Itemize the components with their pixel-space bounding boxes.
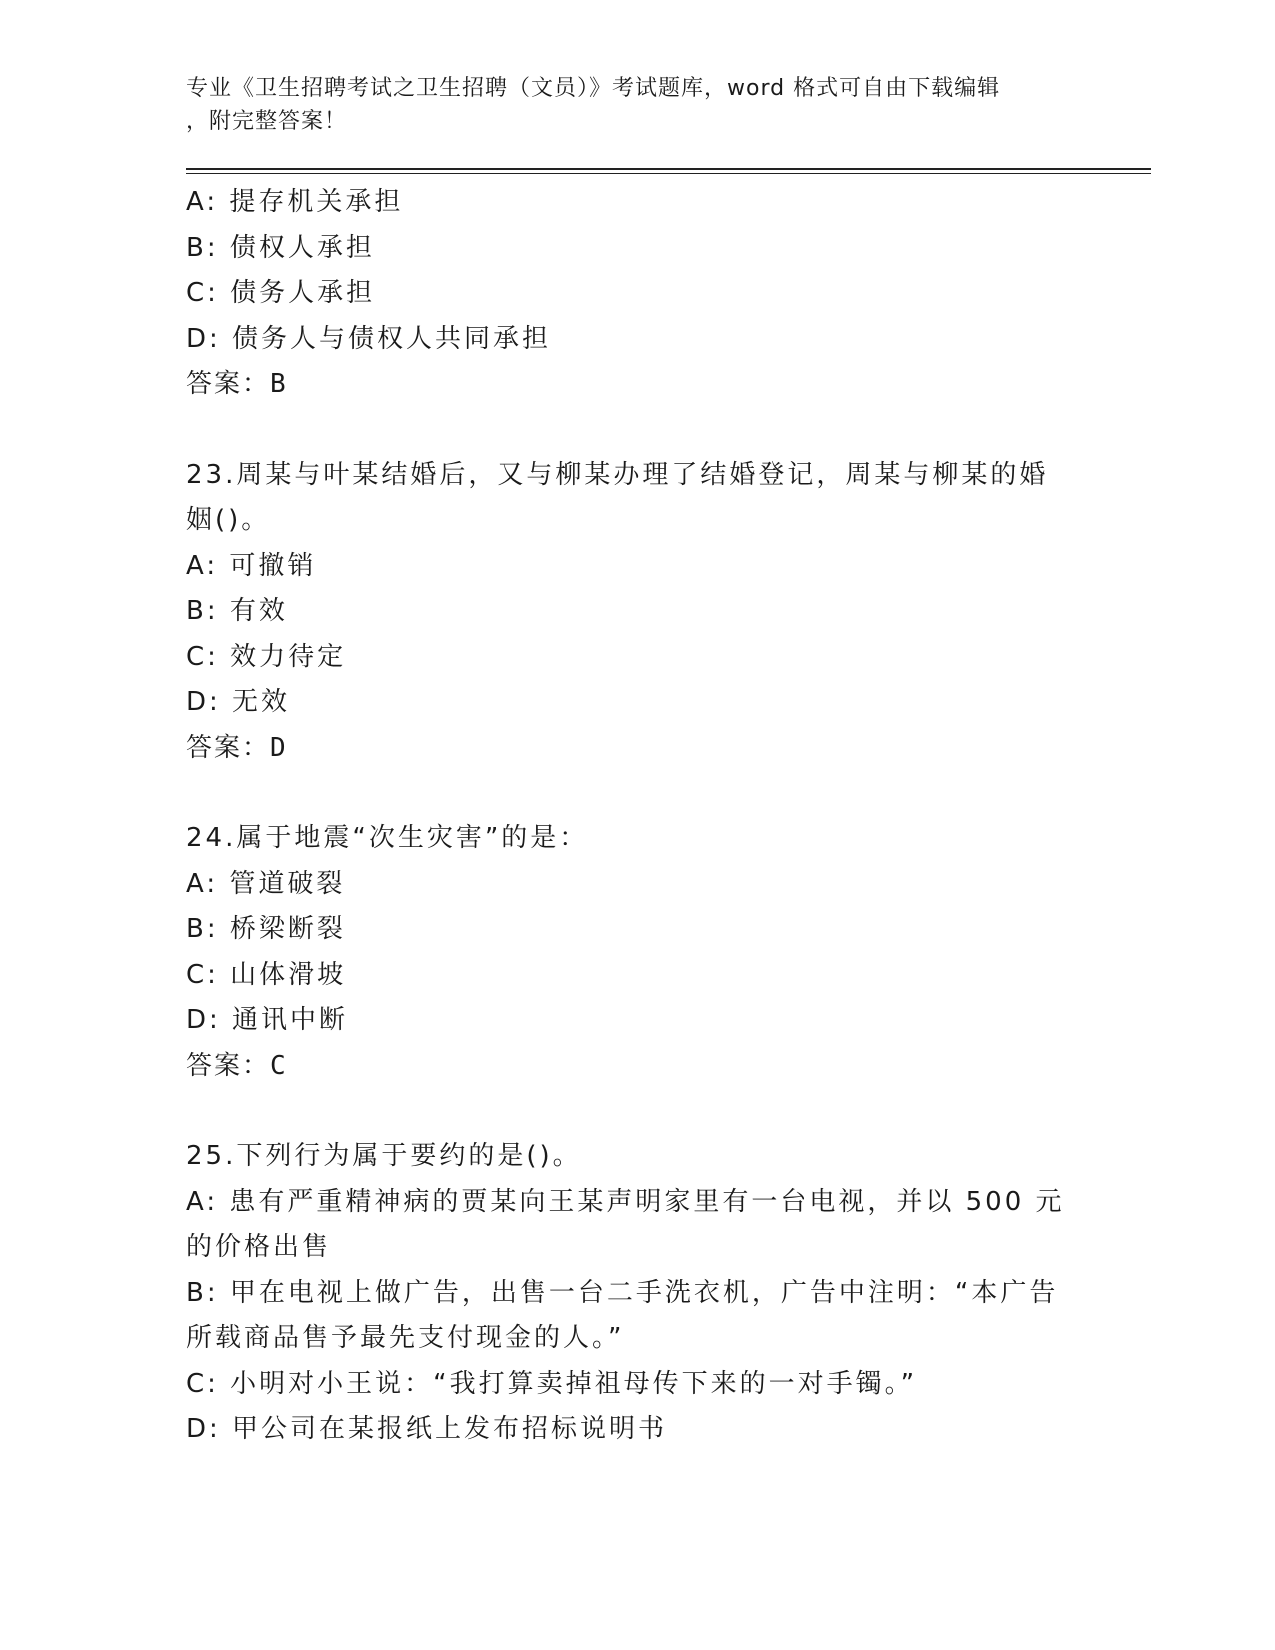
question-25 [186,1134,1146,1453]
question-list [186,180,1146,1453]
option-d: D: 甲公司在某报纸上发布招标说明书 [186,1414,668,1444]
answer-label: 答案： [186,732,271,763]
answer-label: 答案： [186,1050,271,1081]
option-b: B: 债权人承担 [186,232,375,263]
option-d: D: 通讯中断 [186,1005,349,1035]
header-line-2: ，附完整答案！ [186,109,348,134]
answer-value: B [270,369,286,399]
option-a: A: 提存机关承担 [186,187,404,217]
option-a: A: 管道破裂 [186,868,346,899]
question-23 [186,453,1146,772]
answer-label: 答案： [186,369,271,399]
question-text: 24.属于地震“次生灾害”的是： [186,823,589,853]
option-b: B: 有效 [186,596,288,626]
option-c: C: 效力待定 [186,641,347,672]
option-c: C: 小明对小王说：“我打算卖掉祖母传下来的一对手镯。” [186,1368,918,1399]
option-c: C: 山体滑坡 [186,959,347,990]
option-b: B: 甲在电视上做广告，出售一台二手洗衣机，广告中注明：“本广告所载商品售予最先支付现金的人。” [186,1277,1059,1353]
option-b: B: 桥梁断裂 [186,914,346,944]
option-d: D: 无效 [186,687,291,717]
document-header [186,72,1066,138]
answer-value: D [270,732,286,763]
header-line-1: 专业《卫生招聘考试之卫生招聘（文员）》考试题库，word 格式可自由下载编辑 [186,76,1001,101]
option-a: A: 可撤销 [186,550,317,581]
question-22 [186,180,1146,408]
header-divider [186,168,1151,174]
option-c: C: 债务人承担 [186,278,376,308]
question-24 [186,816,1146,1089]
answer-line [186,1044,1146,1090]
answer-line [186,726,1146,772]
question-text: 23.周某与叶某结婚后，又与柳某办理了结婚登记，周某与柳某的婚姻()。 [186,459,1049,535]
option-d: D: 债务人与债权人共同承担 [186,323,552,354]
option-a: A: 患有严重精神病的贾某向王某声明家里有一台电视，并以 500 元的价格出售 [186,1186,1065,1262]
answer-line [186,362,1146,408]
document-page [186,72,1146,1453]
question-text: 25.下列行为属于要约的是()。 [186,1141,582,1171]
answer-value: C [270,1050,286,1081]
